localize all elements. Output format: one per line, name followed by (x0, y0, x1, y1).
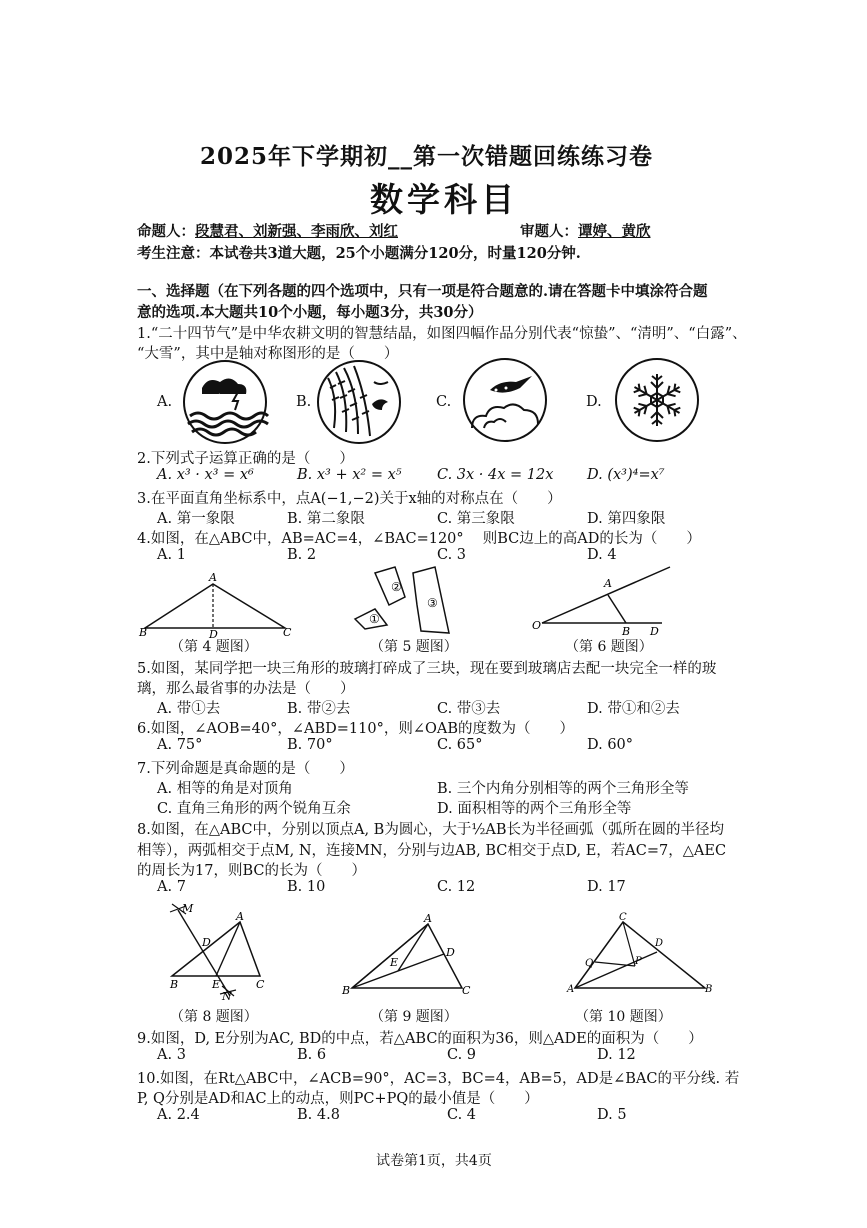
section1-heading-line1: 一、选择题（在下列各题的四个选项中，只有一项是符合题意的.请在答题卡中填涂符合题 (137, 283, 708, 300)
q1-option-a: A. (157, 394, 173, 410)
caption-fig6: （第 6 题图） (565, 639, 653, 655)
setters-line (137, 220, 398, 241)
q5-option-c: C. 带③去 (437, 701, 501, 717)
q2-option-b: B. x³ + x² = x⁵ (297, 467, 402, 483)
q3-option-a: A. 第一象限 (157, 511, 235, 527)
section1-heading-line2: 意的选项.本大题共10个小题，每小题3分，共30分） (137, 304, 483, 321)
q6-option-a: A. 75° (157, 737, 203, 753)
q2-text: 2.下列式子运算正确的是（ ） (137, 451, 354, 467)
q4-option-a: A. 1 (157, 547, 186, 563)
fig6-label-a: A (604, 577, 612, 590)
figure-6 (530, 565, 680, 637)
q1-image-daxue (612, 356, 702, 444)
q10-text-line1: 10.如图，在Rt△ABC中，∠ACB=90°，AC=3，BC=4，AB=5，AD是∠BAC的平分线. 若 (137, 1071, 740, 1087)
q5-option-b: B. 带②去 (287, 701, 351, 717)
exam-title: 2025年下学期初__第一次错题回练练习卷 (200, 143, 654, 170)
q10-option-a: A. 2.4 (157, 1107, 200, 1123)
q3-option-b: B. 第二象限 (287, 511, 365, 527)
caption-fig9: （第 9 题图） (370, 1009, 458, 1025)
q1-option-d: D. (586, 394, 602, 410)
fig4-label-c: C (283, 626, 292, 638)
q6-option-d: D. 60° (587, 737, 634, 753)
q9-option-d: D. 12 (597, 1047, 636, 1063)
q7-option-c: C. 直角三角形的两个锐角互余 (157, 801, 351, 817)
reviewers-line (520, 220, 651, 241)
fig8-label-b: B (170, 978, 179, 991)
q5-option-d: D. 带①和②去 (587, 701, 680, 717)
q3-option-d: D. 第四象限 (587, 511, 666, 527)
q7-option-b: B. 三个内角分别相等的两个三角形全等 (437, 781, 689, 797)
setters-names: 段慧君、刘新强、李雨欣、刘红 (195, 223, 398, 240)
fig10-label-p: P (635, 956, 642, 967)
fig10-label-d: D (655, 938, 664, 949)
q4-option-c: C. 3 (437, 547, 467, 563)
caption-fig10: （第 10 题图） (575, 1009, 672, 1025)
fig9-label-a: A (424, 912, 432, 925)
q1-option-c: C. (436, 394, 452, 410)
fig10-label-q: Q (585, 958, 594, 969)
q3-text: 3.在平面直角坐标系中，点A(−1,−2)关于x轴的对称点在（ ） (137, 491, 562, 507)
fig8-label-e: E (212, 978, 221, 991)
q2-option-d: D. (x³)⁴=x⁷ (587, 467, 665, 483)
q8-option-b: B. 10 (287, 879, 326, 895)
q8-text-line2: 相等），两弧相交于点M, N，连接MN，分别与边AB, BC相交于点D, E，若AC=7，△AEC (137, 843, 727, 859)
q1-text-line2: “大雪”，其中是轴对称图形的是（ ） (137, 346, 399, 362)
q1-image-bailu (460, 356, 550, 444)
q9-option-a: A. 3 (157, 1047, 186, 1063)
figure-5 (345, 565, 465, 637)
q9-option-b: B. 6 (297, 1047, 327, 1063)
reviewers-names: 谭婷、黄欣 (578, 223, 651, 240)
q5-option-a: A. 带①去 (157, 701, 221, 717)
figure-4 (135, 570, 295, 638)
q2-option-c: C. 3x · 4x = 12x (437, 467, 554, 483)
q8-option-d: D. 17 (587, 879, 626, 895)
fig9-label-b: B (342, 984, 351, 997)
q1-text-line1: 1.“二十四节气”是中华农耕文明的智慧结晶，如图四幅作品分别代表“惊蛰”、“清明”、“白露”、 (137, 326, 747, 342)
exam-notice: 考生注意：本试卷共3道大题，25个小题满分120分，时量120分钟. (137, 245, 581, 262)
q8-option-a: A. 7 (157, 879, 186, 895)
q7-text: 7.下列命题是真命题的是（ ） (137, 761, 354, 777)
fig9-label-d: D (446, 946, 455, 959)
subject-title: 数学科目 (370, 180, 518, 219)
q10-option-d: D. 5 (597, 1107, 627, 1123)
fig8-label-n: N (222, 990, 232, 1003)
q9-text: 9.如图，D, E分别为AC, BD的中点，若△ABC的面积为36，则△ADE的面积为（ ） (137, 1031, 703, 1047)
q4-option-d: D. 4 (587, 547, 617, 563)
fig4-label-a: A (209, 571, 217, 584)
q1-image-qingming (314, 358, 404, 446)
figure-8 (160, 900, 280, 1004)
reviewers-label: 审题人： (520, 223, 578, 240)
fig5-label-piece3: ③ (427, 596, 438, 610)
figure-9 (340, 912, 480, 1004)
q6-option-b: B. 70° (287, 737, 333, 753)
q1-option-b: B. (296, 394, 312, 410)
q3-option-c: C. 第三象限 (437, 511, 515, 527)
q10-text-line2: P, Q分别是AD和AC上的动点，则PC+PQ的最小值是（ ） (137, 1091, 539, 1107)
fig5-label-piece1: ① (369, 612, 380, 626)
fig9-label-e: E (390, 956, 399, 969)
q5-text-line1: 5.如图，某同学把一块三角形的玻璃打碎成了三块，现在要到玻璃店去配一块完全一样的玻 (137, 661, 717, 677)
fig8-label-c: C (256, 978, 265, 991)
fig9-label-c: C (462, 984, 471, 997)
q10-option-b: B. 4.8 (297, 1107, 340, 1123)
figure-10 (565, 912, 715, 1004)
fig6-label-o: O (532, 619, 542, 632)
q6-text: 6.如图，∠AOB=40°，∠ABD=110°，则∠OAB的度数为（ ） (137, 721, 574, 737)
q8-text-line1: 8.如图，在△ABC中，分别以顶点A, B为圆心，大于½AB长为半径画弧（弧所在圆的半径均 (137, 822, 724, 838)
fig4-label-b: B (139, 626, 148, 638)
setters-label: 命题人： (137, 223, 195, 240)
q10-option-c: C. 4 (447, 1107, 477, 1123)
fig8-label-a: A (236, 910, 244, 923)
fig10-label-c: C (619, 912, 627, 923)
q4-option-b: B. 2 (287, 547, 317, 563)
q7-option-d: D. 面积相等的两个三角形全等 (437, 801, 632, 817)
caption-fig5: （第 5 题图） (370, 639, 458, 655)
q8-text-line3: 的周长为17，则BC的长为（ ） (137, 863, 366, 879)
q7-option-a: A. 相等的角是对顶角 (157, 781, 293, 797)
fig5-label-piece2: ② (391, 580, 402, 594)
fig10-label-a: A (567, 984, 575, 995)
q5-text-line2: 璃，那么最省事的办法是（ ） (137, 681, 355, 697)
fig8-label-m: M (182, 902, 194, 915)
q1-image-jingzhe (180, 358, 270, 446)
fig6-label-b: B (622, 625, 631, 637)
fig6-label-d: D (650, 625, 659, 637)
q8-option-c: C. 12 (437, 879, 476, 895)
caption-fig4: （第 4 题图） (170, 639, 258, 655)
fig4-label-d: D (209, 628, 218, 638)
q2-option-a: A. x³ · x³ = x⁶ (157, 467, 254, 483)
q4-text: 4.如图，在△ABC中，AB=AC=4，∠BAC=120° 则BC边上的高AD的长为（ ） (137, 531, 701, 547)
page-footer: 试卷第1页，共4页 (376, 1153, 492, 1169)
q6-option-c: C. 65° (437, 737, 483, 753)
fig8-label-d: D (202, 936, 211, 949)
caption-fig8: （第 8 题图） (170, 1009, 258, 1025)
fig10-label-b: B (705, 984, 713, 995)
q9-option-c: C. 9 (447, 1047, 477, 1063)
